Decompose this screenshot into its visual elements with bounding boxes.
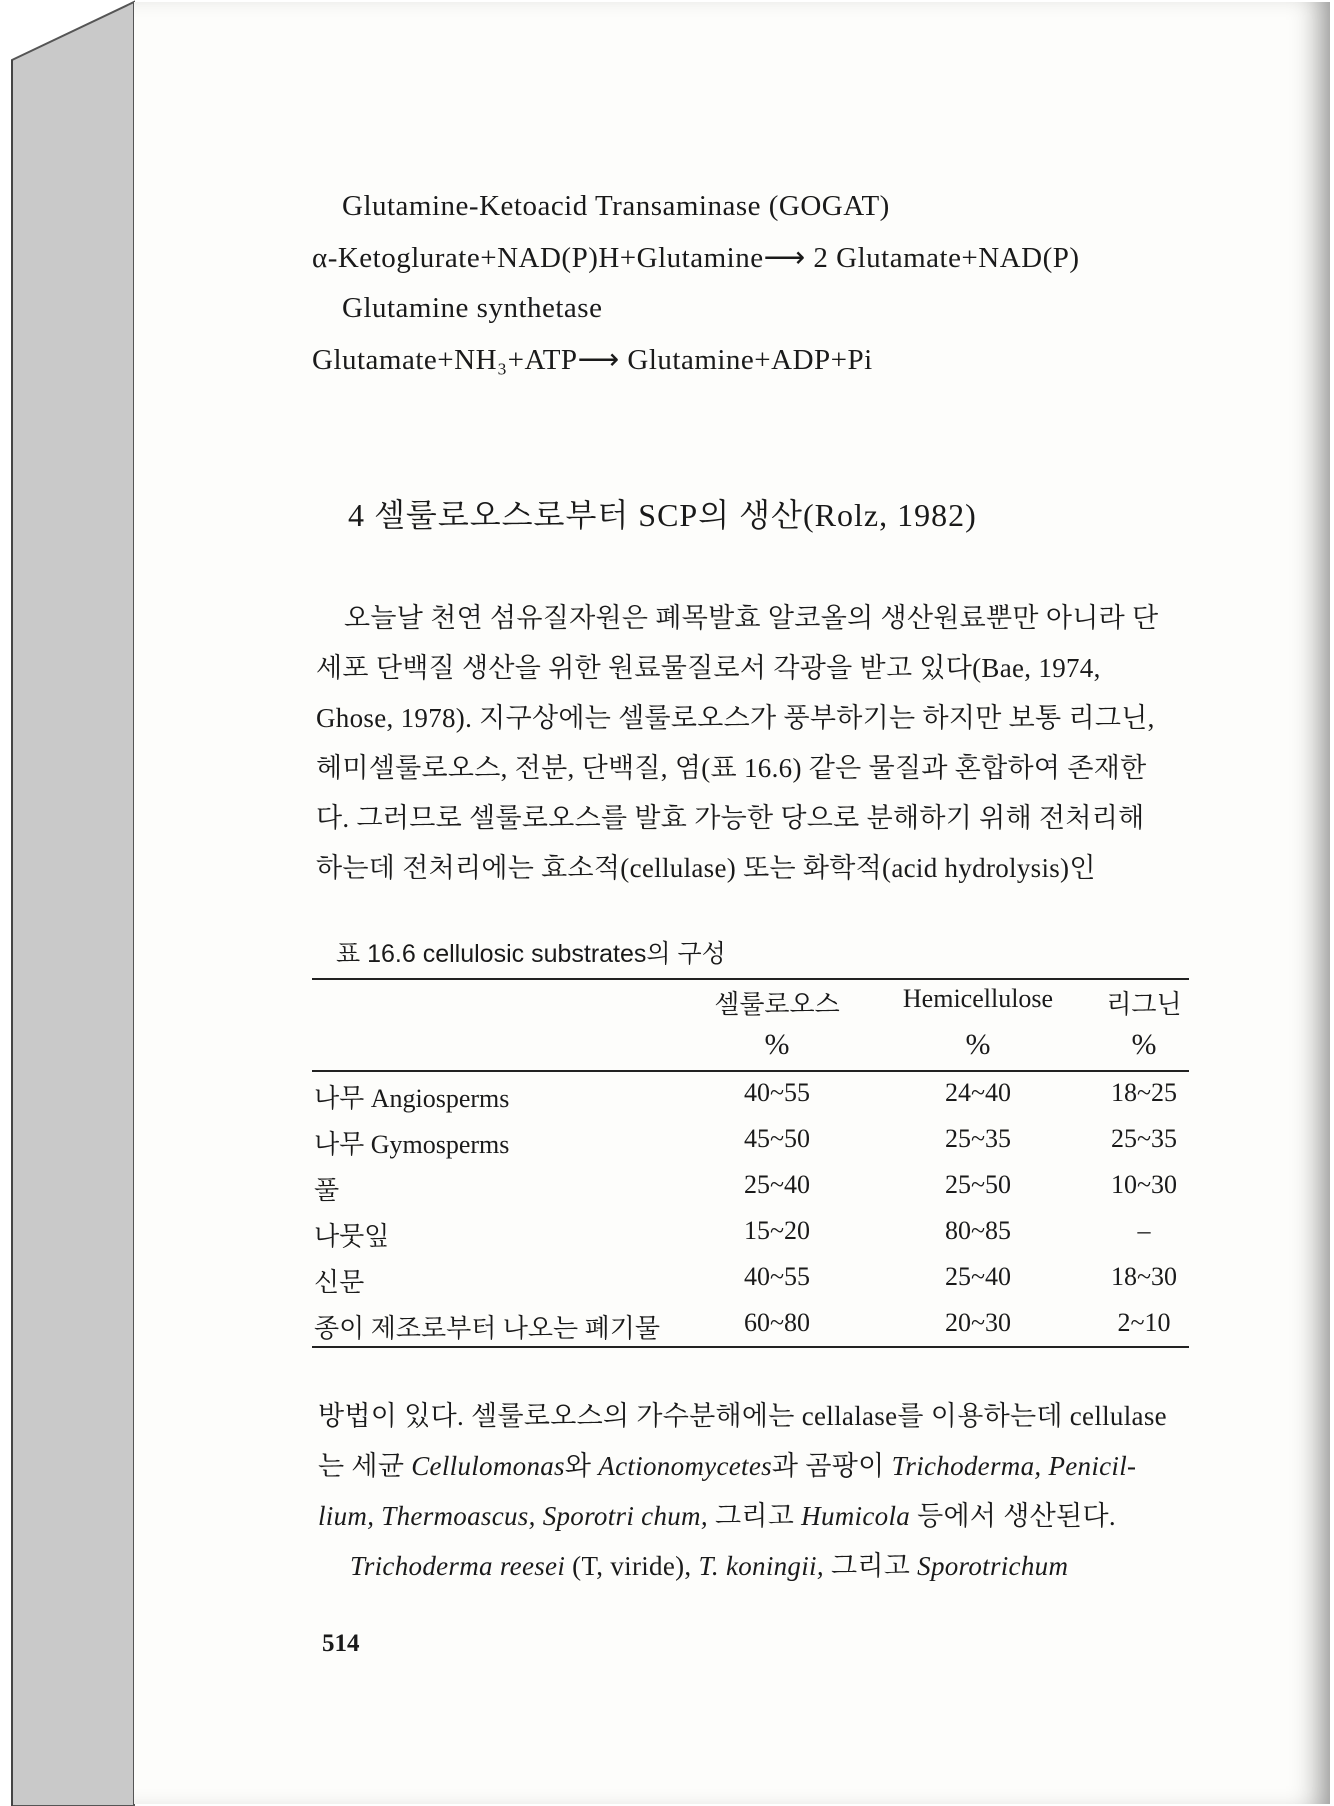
cell-hemicellulose: 24~40 <box>944 1078 1012 1107</box>
paragraph-line: 하는데 전처리에는 효소적(cellulase) 또는 화학적(acid hydrolysis)인 <box>316 853 1096 883</box>
row-label: 종이 제조로부터 나오는 폐기물 <box>314 1314 661 1343</box>
paragraph-line: 세포 단백질 생산을 위한 원료물질로서 각광을 받고 있다(Bae, 1974, <box>316 653 1101 683</box>
cell-hemicellulose: 20~30 <box>944 1308 1012 1337</box>
paragraph-line <box>318 1494 1116 1533</box>
cell-lignin: – <box>1137 1216 1151 1245</box>
genus-name: Cellulomonas <box>411 1451 565 1481</box>
text-run: 등에서 생산된다. <box>910 1501 1116 1531</box>
paragraph-line <box>318 1444 1136 1483</box>
cell-hemicellulose: 25~35 <box>944 1124 1012 1153</box>
text-run: (T, viride), <box>565 1551 699 1581</box>
genus-name: Actionomycetes <box>598 1451 772 1481</box>
cell-hemicellulose: 80~85 <box>944 1216 1012 1245</box>
cell-lignin: 25~35 <box>1110 1124 1178 1153</box>
table-top-rule <box>312 978 1189 980</box>
cell-lignin: 10~30 <box>1110 1170 1178 1199</box>
cell-cellulose: 45~50 <box>743 1124 811 1153</box>
paragraph-line: 헤미셀룰로오스, 전분, 단백질, 염(표 16.6) 같은 물질과 혼합하여 존재한 <box>316 753 1147 783</box>
cell-lignin: 2~10 <box>1117 1308 1171 1337</box>
table-caption: 표 16.6 cellulosic substrates의 구성 <box>336 940 726 968</box>
paragraph-line: 방법이 있다. 셀룰로오스의 가수분해에는 cellalase를 이용하는데 cellulase <box>318 1401 1167 1431</box>
row-label: 나무 Angiosperms <box>314 1084 510 1113</box>
col-header-cellulose: 셀룰로오스 <box>714 990 840 1019</box>
cell-lignin: 18~30 <box>1110 1262 1178 1291</box>
genus-name: Trichoderma reesei <box>350 1551 566 1581</box>
col-header-hemicellulose: Hemicellulose <box>902 984 1054 1013</box>
gogat-label: Glutamine-Ketoacid Transaminase (GOGAT) <box>342 190 890 222</box>
paragraph-line: Ghose, 1978). 지구상에는 셀룰로오스가 풍부하기는 하지만 보통 리그닌, <box>316 703 1155 733</box>
table-header-rule <box>312 1070 1189 1072</box>
paragraph-line: 다. 그러므로 셀룰로오스를 발효 가능한 당으로 분해하기 위해 전처리해 <box>316 803 1145 833</box>
section-heading: 4 셀룰로오스로부터 SCP의 생산(Rolz, 1982) <box>348 497 977 533</box>
row-label: 풀 <box>314 1176 340 1205</box>
genus-name: Humicola <box>801 1501 911 1531</box>
genus-name: Sporotrichum <box>917 1551 1069 1581</box>
cell-cellulose: 40~55 <box>743 1262 811 1291</box>
cell-cellulose: 25~40 <box>743 1170 811 1199</box>
gogat-reaction: α-Ketoglurate+NAD(P)H+Glutamine⟶ 2 Glutamate+NAD(P) <box>312 242 1080 274</box>
col-unit-hemicellulose: % <box>965 1028 991 1061</box>
synthetase-label: Glutamine synthetase <box>342 292 603 324</box>
synthetase-reaction: Glutamate+NH₃+ATP⟶ Glutamine+ADP+Pi <box>312 344 873 376</box>
cell-lignin: 18~25 <box>1110 1078 1178 1107</box>
cell-cellulose: 15~20 <box>743 1216 811 1245</box>
genus-name: Trichoderma, Penicil- <box>891 1451 1137 1481</box>
page-number: 514 <box>322 1630 360 1657</box>
text-run: 과 곰팡이 <box>771 1451 892 1481</box>
row-label: 신문 <box>314 1268 365 1297</box>
col-header-lignin: 리그닌 <box>1106 990 1182 1019</box>
text-run: 그리고 <box>707 1501 802 1531</box>
cell-cellulose: 60~80 <box>743 1308 811 1337</box>
cell-cellulose: 40~55 <box>743 1078 811 1107</box>
text-run: 그리고 <box>823 1551 918 1581</box>
cell-hemicellulose: 25~50 <box>944 1170 1012 1199</box>
text-run: 와 <box>564 1451 599 1481</box>
genus-name: T. koningii, <box>698 1551 824 1581</box>
genus-name: lium, Thermoascus, Sporotri chum, <box>318 1501 708 1531</box>
paragraph-line <box>350 1544 1068 1583</box>
paragraph-line: 오늘날 천연 섬유질자원은 폐목발효 알코올의 생산원료뿐만 아니라 단 <box>344 603 1159 633</box>
col-unit-lignin: % <box>1131 1028 1157 1061</box>
row-label: 나뭇잎 <box>314 1222 390 1251</box>
col-unit-cellulose: % <box>764 1028 790 1061</box>
table-bottom-rule <box>312 1346 1189 1348</box>
text-run: 는 세균 <box>318 1451 412 1481</box>
cell-hemicellulose: 25~40 <box>944 1262 1012 1291</box>
row-label: 나무 Gymosperms <box>314 1130 510 1159</box>
